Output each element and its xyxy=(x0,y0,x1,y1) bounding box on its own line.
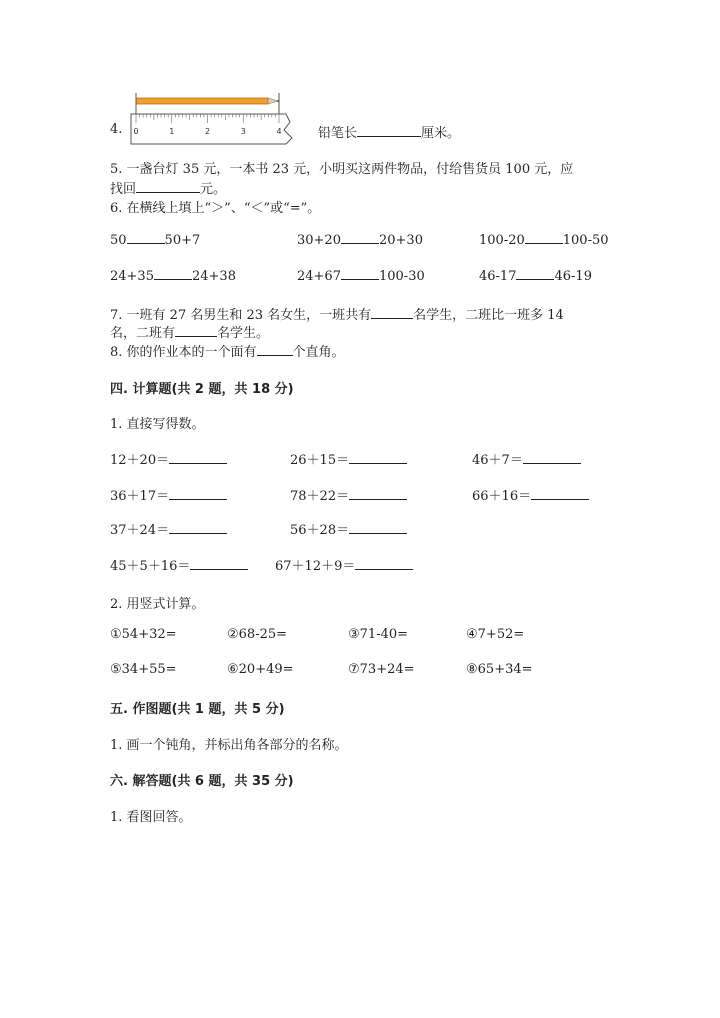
vertical-calc-item: ⑧65+34= xyxy=(466,662,533,677)
direct-calc-expr: 37＋24＝ xyxy=(110,523,170,538)
q6-answer-blank[interactable] xyxy=(525,231,563,244)
ruler-tick-label: 4 xyxy=(276,127,282,136)
q8-line xyxy=(110,341,345,360)
pencil-tip xyxy=(268,98,278,104)
direct-calc-blank[interactable] xyxy=(349,451,407,464)
direct-calc-blank[interactable] xyxy=(190,557,248,570)
q6-left-expr: 100-20 xyxy=(479,233,525,248)
q6-left-expr: 24+35 xyxy=(110,269,154,284)
direct-calc-expr: 56＋28＝ xyxy=(290,523,350,538)
section6-q1: 1. 看图回答。 xyxy=(110,810,192,825)
direct-calc-expr: 12＋20＝ xyxy=(110,453,170,468)
q6-right-expr: 50+7 xyxy=(164,233,201,248)
q6-answer-blank[interactable] xyxy=(154,267,192,280)
q4-text-before: 铅笔长 xyxy=(318,126,358,141)
pencil-body xyxy=(136,98,268,104)
ruler-figure xyxy=(128,88,318,148)
q7-blank-2[interactable] xyxy=(175,324,217,337)
direct-calc-item xyxy=(110,519,227,538)
ruler-tick-label: 1 xyxy=(169,127,175,136)
direct-calc-expr: 46＋7＝ xyxy=(472,453,523,468)
q6-comparison-item xyxy=(297,231,423,248)
direct-calc-item xyxy=(275,555,413,574)
ruler-pencil-image xyxy=(128,88,318,148)
section4-q1-title: 1. 直接写得数。 xyxy=(110,417,205,432)
q6-answer-blank[interactable] xyxy=(341,267,379,280)
direct-calc-expr: 66＋16＝ xyxy=(472,489,532,504)
direct-calc-blank[interactable] xyxy=(169,451,227,464)
q6-answer-blank[interactable] xyxy=(516,267,554,280)
q5-line1: 5. 一盏台灯 35 元，一本书 23 元，小明买这两件物品，付给售货员 100 元，应 xyxy=(110,162,574,177)
ruler-tick-label: 3 xyxy=(240,127,246,136)
section4-q2-title: 2. 用竖式计算。 xyxy=(110,597,205,612)
direct-calc-item xyxy=(110,555,248,574)
q6-left-expr: 30+20 xyxy=(297,233,341,248)
vertical-calc-item: ⑦73+24= xyxy=(348,662,415,677)
section5-heading: 五. 作图题(共 1 题，共 5 分) xyxy=(110,702,285,717)
direct-calc-blank[interactable] xyxy=(531,487,589,500)
q6-right-expr: 100-30 xyxy=(378,269,425,284)
q4-number: 4. xyxy=(110,122,123,137)
direct-calc-expr: 67＋12＋9＝ xyxy=(275,559,356,574)
vertical-calc-item: ⑤34+55= xyxy=(110,662,177,677)
q6-answer-blank[interactable] xyxy=(127,231,165,244)
q8-after: 个直角。 xyxy=(292,345,345,360)
q4-answer-blank[interactable] xyxy=(357,124,421,137)
q7-line1-a: 7. 一班有 27 名男生和 23 名女生，一班共有 xyxy=(110,308,372,323)
q7-line1-b: 名学生，二班比一班多 14 xyxy=(413,308,564,323)
q5-line2 xyxy=(110,178,226,197)
q6-answer-blank[interactable] xyxy=(341,231,379,244)
ruler-tick-label: 0 xyxy=(133,127,139,136)
q7-line2-b: 名学生。 xyxy=(217,326,270,341)
q6-left-expr: 46-17 xyxy=(479,269,517,284)
q5-answer-blank[interactable] xyxy=(136,180,200,193)
q6-comparison-item xyxy=(110,267,236,284)
section5-q1: 1. 画一个钝角，并标出角各部分的名称。 xyxy=(110,738,348,753)
q6-right-expr: 24+38 xyxy=(191,269,236,284)
direct-calc-expr: 45＋5＋16＝ xyxy=(110,559,191,574)
direct-calc-item xyxy=(290,449,407,468)
q6-comparison-item xyxy=(479,267,592,284)
direct-calc-blank[interactable] xyxy=(523,451,581,464)
vertical-calc-item: ①54+32= xyxy=(110,627,177,642)
q6-comparison-item xyxy=(479,231,609,248)
direct-calc-item xyxy=(472,449,581,468)
direct-calc-item xyxy=(472,485,589,504)
q7-line2 xyxy=(110,322,269,341)
direct-calc-blank[interactable] xyxy=(349,521,407,534)
q7-line1 xyxy=(110,304,564,323)
ruler-tick-label: 2 xyxy=(205,127,211,136)
direct-calc-blank[interactable] xyxy=(355,557,413,570)
q8-blank[interactable] xyxy=(257,343,293,356)
q6-right-expr: 46-19 xyxy=(554,269,592,284)
direct-calc-item xyxy=(110,485,227,504)
direct-calc-expr: 26＋15＝ xyxy=(290,453,350,468)
direct-calc-blank[interactable] xyxy=(169,487,227,500)
ruler-body xyxy=(131,114,292,144)
direct-calc-blank[interactable] xyxy=(349,487,407,500)
vertical-calc-item: ③71-40= xyxy=(348,627,409,642)
q7-line2-a: 名，二班有 xyxy=(110,326,176,341)
q5-line2-after: 元。 xyxy=(200,182,227,197)
q8-before: 8. 你的作业本的一个面有 xyxy=(110,345,257,360)
q6-title: 6. 在横线上填上“＞”、“＜”或“=”。 xyxy=(110,201,321,216)
q5-line2-before: 找回 xyxy=(110,182,137,197)
direct-calc-item xyxy=(110,449,227,468)
q6-left-expr: 50 xyxy=(110,233,127,248)
direct-calc-item xyxy=(290,485,407,504)
section4-heading: 四. 计算题(共 2 题，共 18 分) xyxy=(110,382,294,397)
direct-calc-blank[interactable] xyxy=(169,521,227,534)
direct-calc-expr: 36＋17＝ xyxy=(110,489,170,504)
vertical-calc-item: ②68-25= xyxy=(227,627,288,642)
direct-calc-expr: 78＋22＝ xyxy=(290,489,350,504)
vertical-calc-item: ④7+52= xyxy=(466,627,525,642)
q6-left-expr: 24+67 xyxy=(297,269,341,284)
section6-heading: 六. 解答题(共 6 题，共 35 分) xyxy=(110,774,294,789)
q6-right-expr: 100-50 xyxy=(562,233,609,248)
q4-text-after: 厘米。 xyxy=(421,126,461,141)
q6-comparison-item xyxy=(297,267,425,284)
q7-blank-1[interactable] xyxy=(371,306,413,319)
q4-text xyxy=(318,122,460,141)
vertical-calc-item: ⑥20+49= xyxy=(227,662,294,677)
q6-comparison-item xyxy=(110,231,200,248)
q6-right-expr: 20+30 xyxy=(378,233,423,248)
direct-calc-item xyxy=(290,519,407,538)
